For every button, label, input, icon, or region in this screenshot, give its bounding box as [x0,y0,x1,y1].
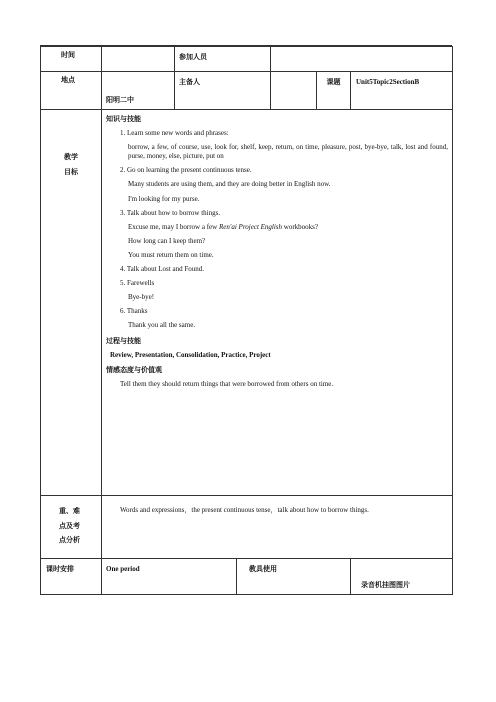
place-value: 阳明二中 [102,72,175,110]
row-time [41,47,453,72]
topic-value: Unit5Topic2SectionB [351,72,453,110]
aids-label: 教具使用 [237,559,351,595]
book-title: Ren'ai Project English [218,222,283,231]
row-objectives [41,110,453,496]
key-points-label-line1: 重、难 [59,507,80,515]
objective-3-example-1 [128,223,448,232]
time-label: 时间 [41,47,102,72]
time-value [102,47,175,72]
objective-3-example-2: How long can I keep them? [128,236,206,245]
key-points-label-line2: 点及考 [59,521,80,530]
objectives-content [102,110,453,496]
schedule-label: 课时安排 [41,559,102,595]
emotion-text: Tell them they should return things that were borrowed from others on time. [120,379,334,388]
objective-6-example-1: Thank you all the same. [128,321,196,330]
topic-label: 课题 [317,72,351,110]
objectives-label [41,110,102,496]
objective-2-example-2: I'm looking for my purse. [128,194,200,203]
process-heading: 过程与技能 [106,336,141,345]
knowledge-heading: 知识与技能 [106,115,141,123]
preparer-label: 主备人 [175,72,271,110]
objectives-label-line1: 教学 [64,153,78,161]
preparer-value [271,72,317,110]
key-points-text: Words and expressions，the present continuous tense，talk about how to borrow things. [102,496,453,559]
objective-item-4: 4. Talk about Lost and Found. [120,265,204,274]
book-suffix: workbooks? [282,222,318,231]
objective-item-1: 1. Learn some new words and phrases: [120,129,229,138]
participants-label: 参加人员 [175,47,271,72]
objectives-label-line2: 目标 [64,167,78,176]
row-key-points [41,496,453,559]
participants-value [271,47,453,72]
emotion-heading: 情感态度与价值观 [106,365,162,374]
schedule-value: One period [102,559,237,595]
objective-item-5: 5. Farewells [120,279,155,288]
objective-3-example-3: You must return them on time. [128,250,214,259]
objective-1-words: borrow, a few, of course, use, look for, shelf, keep, return, on time, pleasure, post, bye-bye, talk, lost and found, purse, money, else, picture, put on [128,143,448,161]
objective-item-6: 6. Thanks [120,307,148,316]
key-points-label-line3: 点分析 [59,536,80,545]
key-points-label [41,496,102,559]
lesson-plan-table [40,46,453,595]
aids-value: 录音机挂图图片 [351,559,453,595]
objective-5-example-1: Bye-bye! [128,293,155,302]
objective-item-3: 3. Talk about how to borrow things. [120,208,221,217]
objective-3-example-1-prefix: Excuse me, may I borrow a few [128,222,219,231]
place-label: 地点 [41,72,102,110]
process-text: Review, Presentation, Consolidation, Practice, Project [110,350,271,359]
row-schedule [41,559,453,595]
objective-2-example-1: Many students are using them, and they are doing better in English now. [128,180,331,189]
row-place [41,72,453,110]
objective-item-2: 2. Go on learning the present continuous tense. [120,166,252,175]
